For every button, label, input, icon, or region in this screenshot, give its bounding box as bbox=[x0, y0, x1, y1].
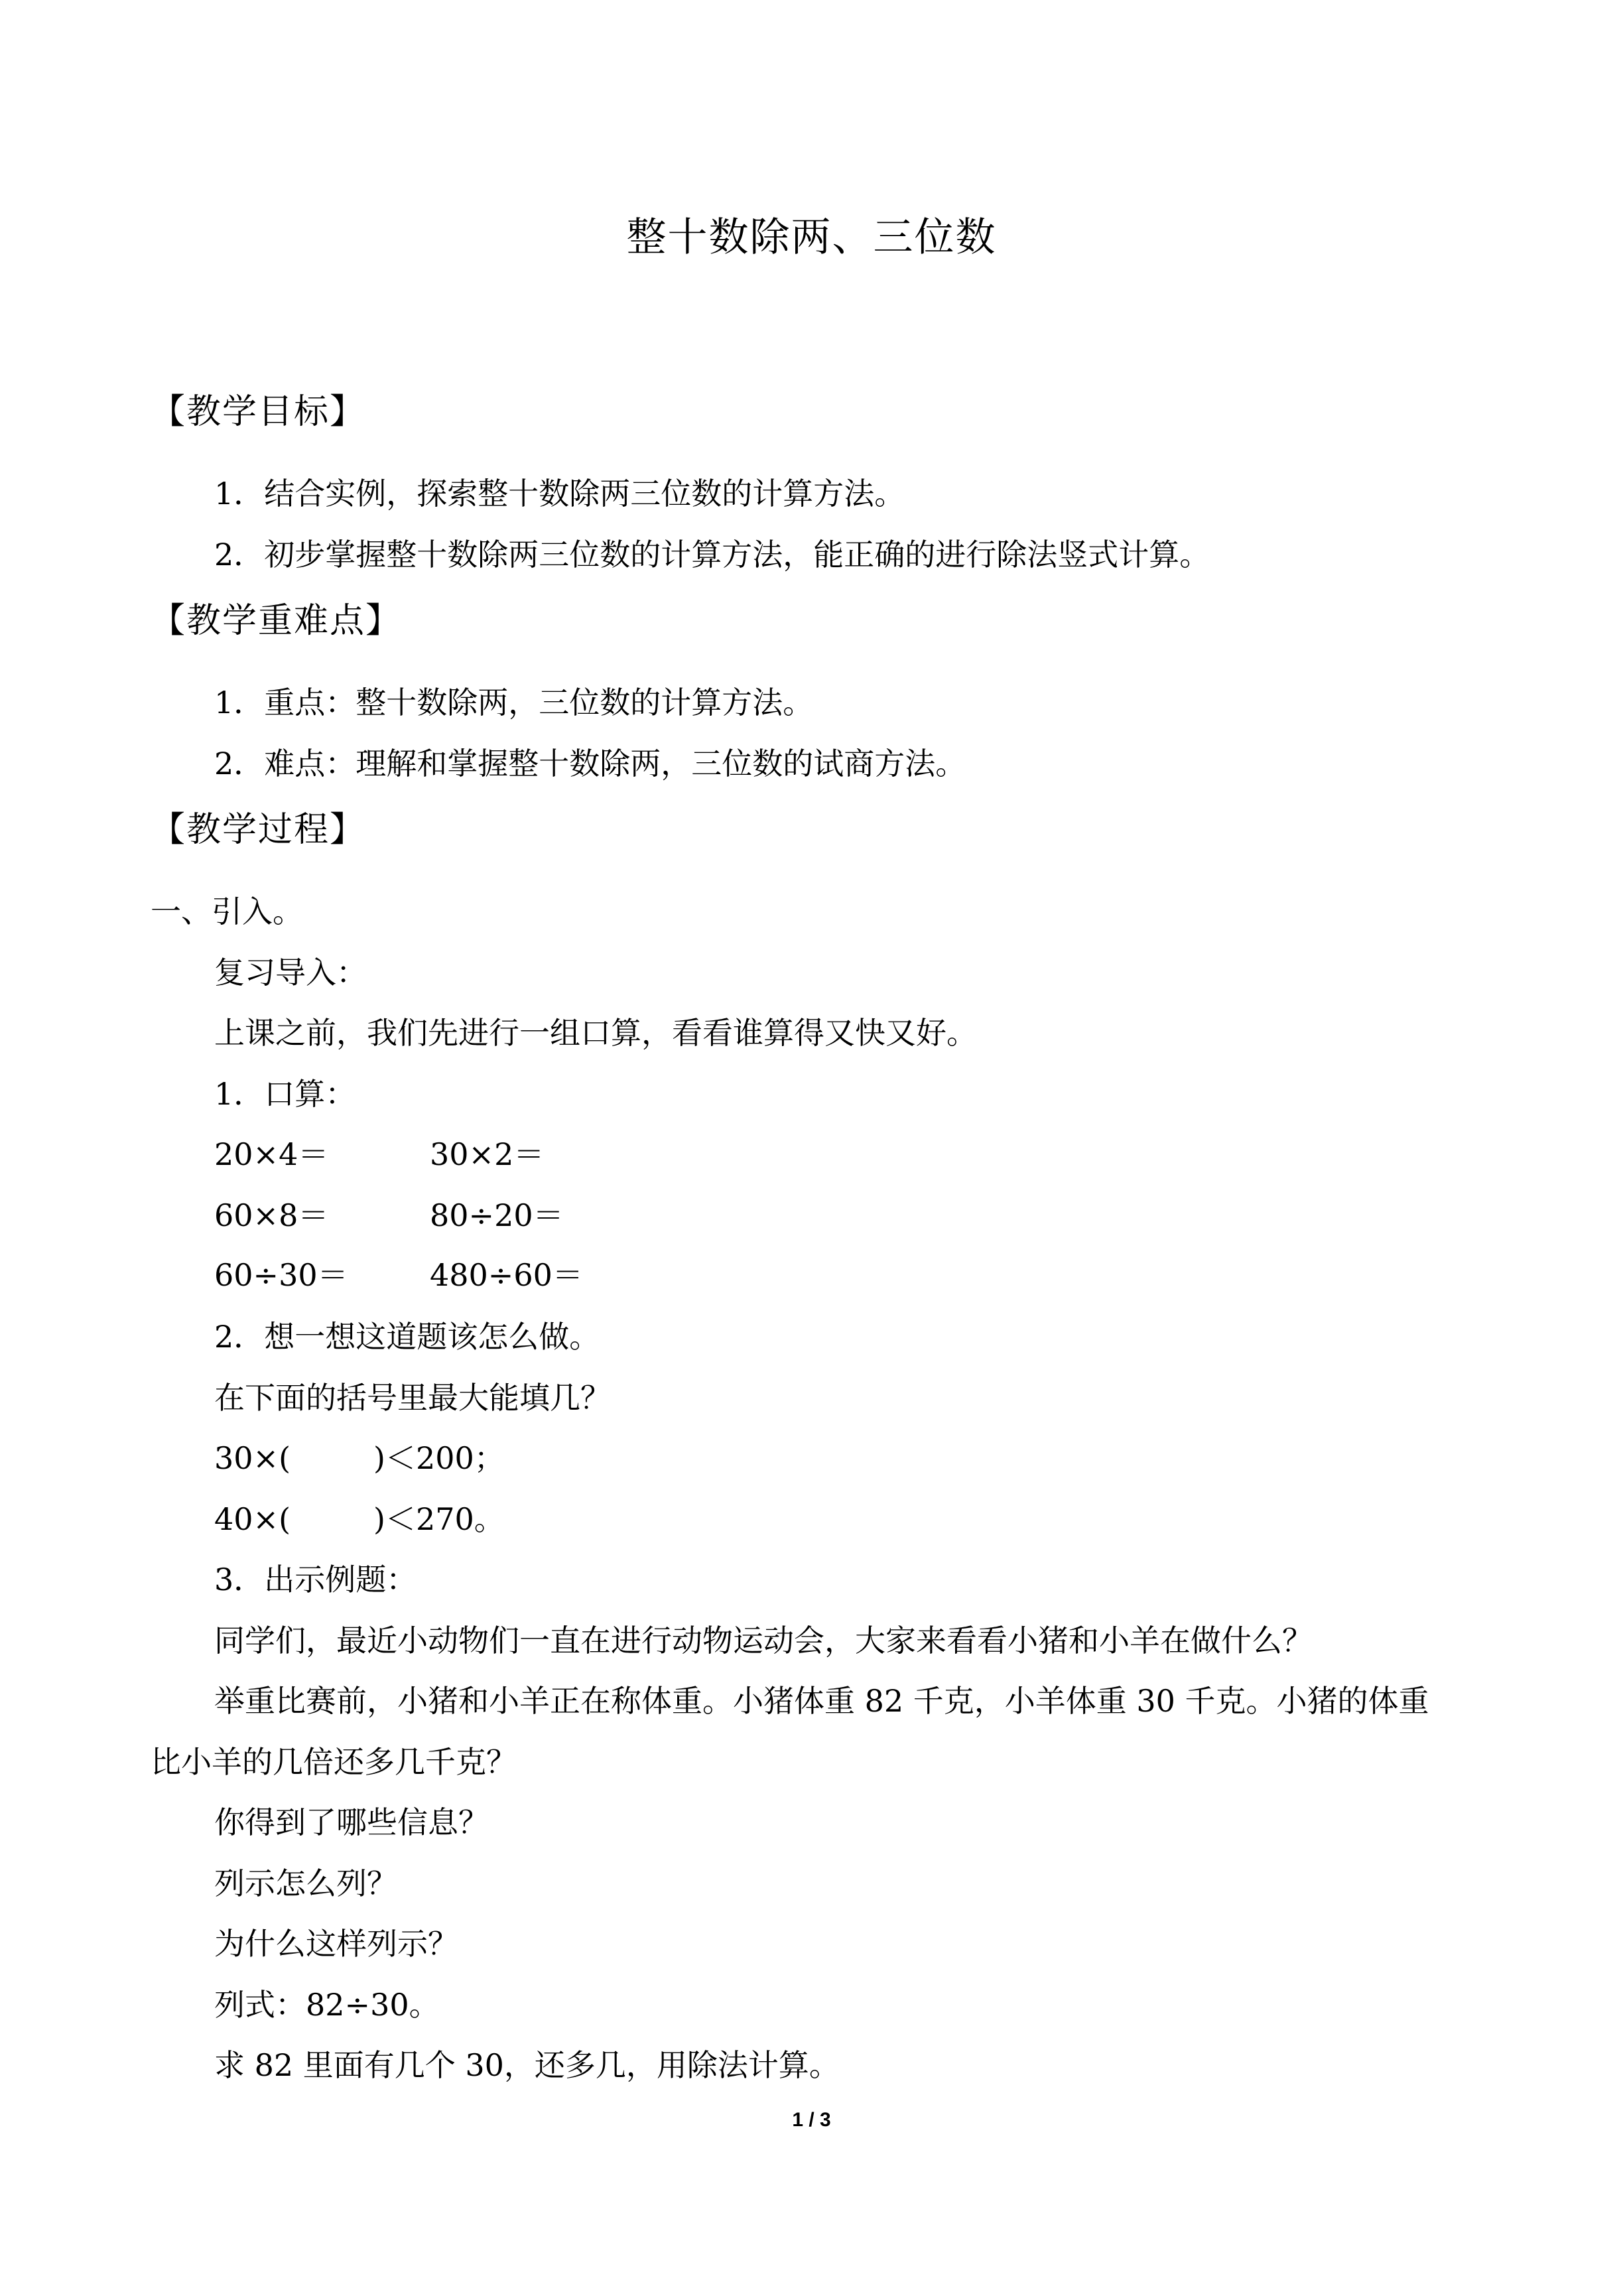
example-intro: 同学们，最近小动物们一直在进行动物运动会，大家来看看小猪和小羊在做什么？ bbox=[214, 1623, 1313, 1658]
review-text: 上课之前，我们先进行一组口算，看看谁算得又快又好。 bbox=[214, 1015, 977, 1051]
page-title: 整十数除两、三位数 bbox=[626, 214, 997, 261]
bracket-question-2-left: 40×( bbox=[214, 1501, 291, 1537]
think-label: 2．想一想这道题该怎么做。 bbox=[214, 1319, 600, 1355]
key-point-item-2: 2．难点：理解和掌握整十数除两，三位数的试商方法。 bbox=[214, 746, 966, 781]
oral-label: 1．口算： bbox=[214, 1076, 356, 1112]
bracket-question-2 bbox=[214, 1498, 505, 1540]
question-3: 为什么这样列示？ bbox=[214, 1926, 458, 1962]
example-label: 3．出示例题： bbox=[214, 1562, 417, 1597]
bracket-question-1 bbox=[214, 1437, 505, 1479]
heading-objectives: 【教学目标】 bbox=[151, 392, 366, 432]
explanation: 求 82 里面有几个 30，还多几，用除法计算。 bbox=[214, 2047, 840, 2083]
oral-row-2-right: 80÷20＝ bbox=[430, 1197, 564, 1233]
key-point-item-1: 1．重点：整十数除两，三位数的计算方法。 bbox=[214, 685, 814, 720]
oral-row-3-left: 60÷30＝ bbox=[214, 1257, 348, 1293]
think-question: 在下面的括号里最大能填几？ bbox=[214, 1380, 611, 1416]
heading-key-points: 【教学重难点】 bbox=[151, 601, 402, 641]
oral-row-1-right: 30×2＝ bbox=[430, 1136, 545, 1172]
bracket-question-1-left: 30×( bbox=[214, 1440, 291, 1476]
question-1: 你得到了哪些信息？ bbox=[214, 1804, 489, 1840]
oral-row-1-left: 20×4＝ bbox=[214, 1136, 329, 1172]
problem-line-2: 比小羊的几倍还多几千克？ bbox=[151, 1744, 517, 1780]
bracket-question-1-right: )＜200； bbox=[373, 1440, 505, 1476]
problem-line-1: 举重比赛前，小猪和小羊正在称体重。小猪体重 82 千克，小羊体重 30 千克。小猪的体重 bbox=[214, 1683, 1429, 1719]
page-number: 1 / 3 bbox=[792, 2109, 831, 2131]
formula: 列式：82÷30。 bbox=[214, 1987, 440, 2023]
question-2: 列示怎么列？ bbox=[214, 1865, 397, 1901]
part1-title: 一、引入。 bbox=[151, 894, 303, 929]
heading-process: 【教学过程】 bbox=[151, 810, 366, 850]
objective-item-2: 2．初步掌握整十数除两三位数的计算方法，能正确的进行除法竖式计算。 bbox=[214, 537, 1210, 573]
review-intro: 复习导入： bbox=[214, 955, 367, 990]
oral-row-2-left: 60×8＝ bbox=[214, 1197, 329, 1233]
objective-item-1: 1．结合实例，探索整十数除两三位数的计算方法。 bbox=[214, 476, 905, 511]
oral-row-3-right: 480÷60＝ bbox=[430, 1257, 583, 1293]
bracket-question-2-right: )＜270。 bbox=[373, 1501, 505, 1537]
